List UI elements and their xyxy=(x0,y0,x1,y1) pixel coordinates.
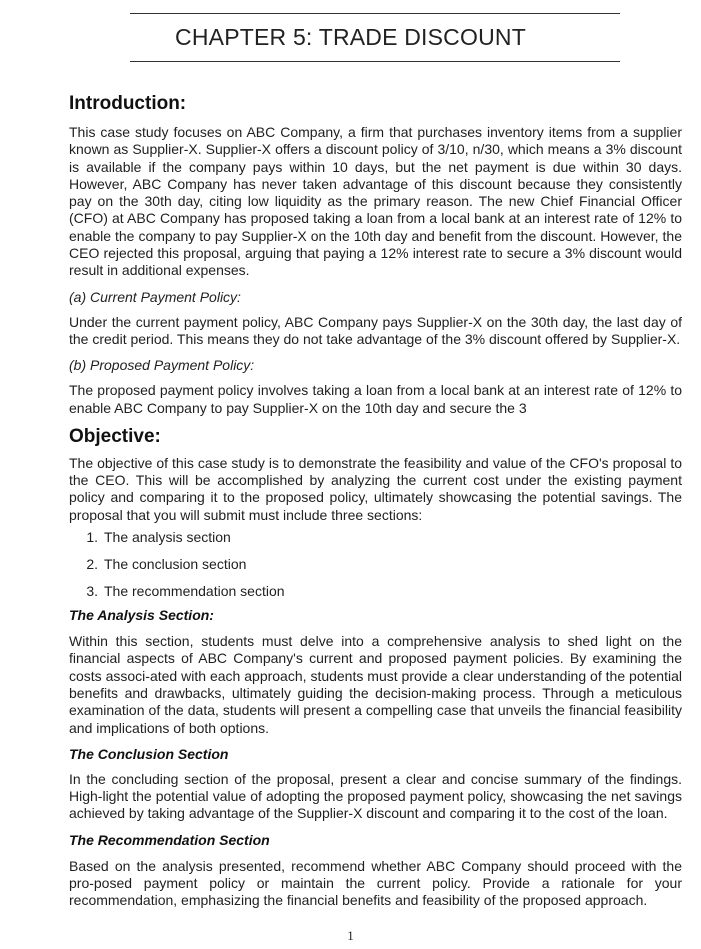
recommendation-paragraph: Based on the analysis presented, recommend whether ABC Company should proceed with the pro-posed payment policy or maintain the current policy. Provide a rationale for your recommendation, emphasizing the financial benefits and feasibility of the proposed approach. xyxy=(69,857,682,909)
objective-heading: Objective: xyxy=(69,425,161,447)
list-item-number: 2. xyxy=(86,556,98,573)
chapter-title: CHAPTER 5: TRADE DISCOUNT xyxy=(175,24,526,50)
current-policy-label: (a) Current Payment Policy: xyxy=(69,288,241,305)
main-content xyxy=(69,92,682,910)
list-item xyxy=(69,529,682,546)
list-item xyxy=(69,583,682,600)
conclusion-heading: The Conclusion Section xyxy=(69,745,229,762)
introduction-heading: Introduction: xyxy=(69,93,187,114)
header-bottom-rule xyxy=(130,61,620,62)
list-item-label: The analysis section xyxy=(104,529,231,546)
analysis-paragraph: Within this section, students must delve into a comprehensive analysis to shed light on the financial aspects of ABC Company's current and proposed payment policies. By examining the costs associ-ated with each approach, students must provide a clear understanding of the potential benefits and drawbacks, ultimately guiding the decision-making process. Through a meticulous examination of the data, students will present a compelling case that unveils the financial feasibility and implications of both options. xyxy=(69,633,682,736)
page-number: 1 xyxy=(347,928,354,943)
list-item-label: The recommendation section xyxy=(104,583,285,600)
sections-list xyxy=(69,529,682,600)
recommendation-heading: The Recommendation Section xyxy=(69,831,270,848)
objective-paragraph: The objective of this case study is to demonstrate the feasibility and value of the CFO's proposal to the CEO. This will be accomplished by analyzing the current cost under the existing payment policy and comparing it to the proposed policy, ultimately showcasing the potential savings. The proposal that you will submit must include three sections: xyxy=(69,454,682,523)
header-top-rule xyxy=(130,13,620,14)
introduction-paragraph: This case study focuses on ABC Company, a firm that purchases inventory items from a supplier known as Supplier-X. Supplier-X offers a discount policy of 3/10, n/30, which means a 3% discount is available if the company pays within 10 days, but the net payment is due within 30 days. However, ABC Company has never taken advantage of this discount because they consistently pay on the 30th day, citing low liquidity as the primary reason. The new Chief Financial Officer (CFO) at ABC Company has proposed taking a loan from a local bank at an interest rate of 12% to enable the company to pay Supplier-X on the 10th day and benefit from the discount. However, the CEO rejected this proposal, arguing that paying a 12% interest rate to secure a 3% discount would result in additional expenses. xyxy=(69,124,682,279)
list-item-label: The conclusion section xyxy=(104,556,247,573)
list-item-number: 1. xyxy=(86,529,98,546)
conclusion-paragraph: In the concluding section of the proposal, present a clear and concise summary of the findings. High-light the potential value of adopting the proposed payment policy, showcasing the net savings achieved by taking advantage of the Supplier-X discount and comparing it to the cost of the loan. xyxy=(69,770,682,822)
analysis-heading: The Analysis Section: xyxy=(69,607,214,624)
list-item xyxy=(69,556,682,573)
proposed-policy-label: (b) Proposed Payment Policy: xyxy=(69,357,255,374)
proposed-policy-text: The proposed payment policy involves taking a loan from a local bank at an interest rate of 12% to enable ABC Company to pay Supplier-X on the 10th day and secure the 3 xyxy=(69,382,682,416)
list-item-number: 3. xyxy=(86,583,98,600)
current-policy-text: Under the current payment policy, ABC Company pays Supplier-X on the 30th day, the last day of the credit period. This means they do not take advantage of the 3% discount offered by Supplier-X. xyxy=(69,313,682,347)
